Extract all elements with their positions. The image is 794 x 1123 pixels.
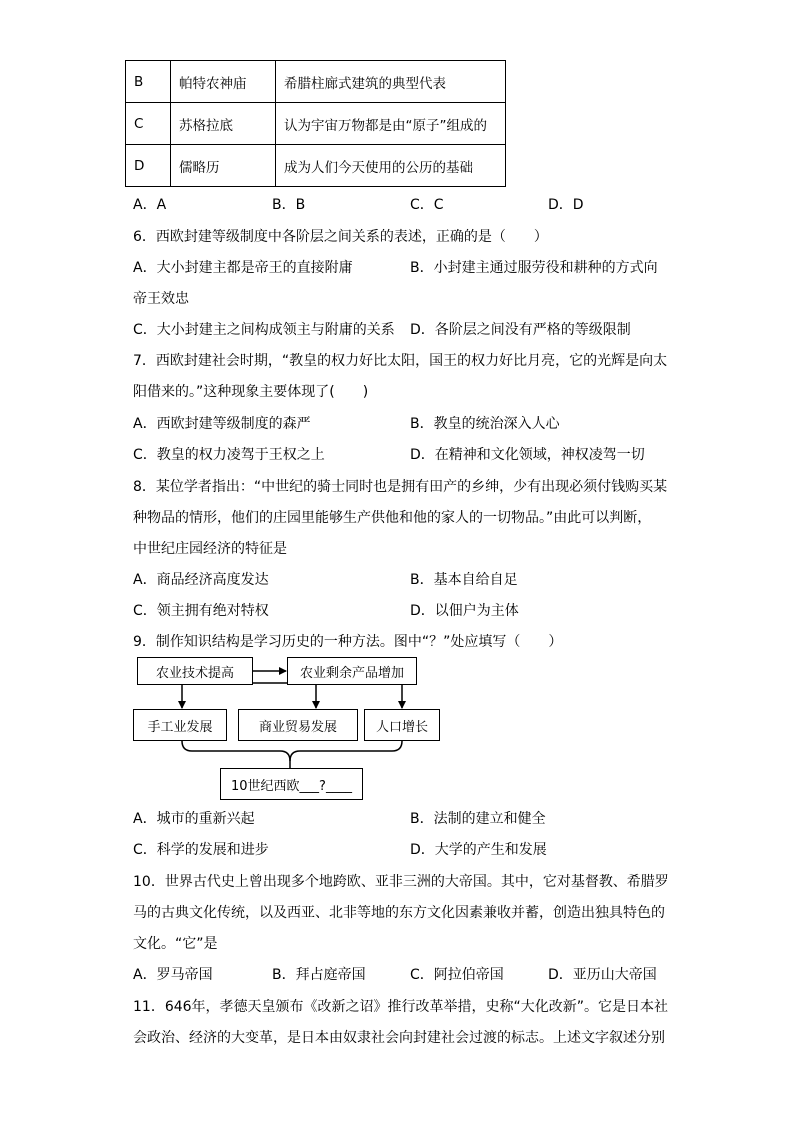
q10-option-a[interactable]: A．罗马帝国 [133, 967, 213, 983]
table-cell-desc: 成为人们今天使用的公历的基础 [276, 145, 506, 187]
brace-connector [182, 741, 402, 761]
q8-stem-line1: 8．某位学者指出：“中世纪的骑士同时也是拥有田产的乡绅，少有出现必须付钱购买某 [133, 479, 668, 495]
table-cell-letter: B [126, 61, 171, 103]
q9-option-b[interactable]: B．法制的建立和健全 [410, 811, 546, 827]
diagram-box-result: 10世纪西欧___?____ [220, 768, 363, 800]
q7-stem-line2: 阳借来的。”这种现象主要体现了( ) [133, 384, 369, 400]
q9-option-a[interactable]: A．城市的重新兴起 [133, 811, 255, 827]
diagram-box-commerce: 商业贸易发展 [238, 709, 358, 741]
q10-stem-line1: 10．世界古代史上曾出现多个地跨欧、亚非三洲的大帝国。其中，它对基督教、希腊罗 [133, 874, 669, 890]
q8-stem-line2: 种物品的情形，他们的庄园里能够生产供他和他的家人的一切物品。”由此可以判断， [133, 510, 652, 526]
q9-option-c[interactable]: C．科学的发展和进步 [133, 842, 269, 858]
table-cell-name: 儒略历 [171, 145, 276, 187]
q8-option-b[interactable]: B．基本自给自足 [410, 572, 518, 588]
q11-stem-line2: 会政治、经济的大变革，是日本由奴隶社会向封建社会过渡的标志。上述文字叙述分别 [133, 1030, 665, 1046]
table-cell-name: 帕特农神庙 [171, 61, 276, 103]
q10-option-d[interactable]: D．亚历山大帝国 [548, 967, 657, 983]
table-cell-name: 苏格拉底 [171, 103, 276, 145]
diagram-box-population: 人口增长 [364, 709, 440, 741]
q6-stem: 6．西欧封建等级制度中各阶层之间关系的表述，正确的是（ ） [133, 229, 548, 245]
q5-option-b[interactable]: B．B [272, 197, 306, 213]
diagram-box-agri-tech: 农业技术提高 [137, 657, 253, 685]
q7-option-b[interactable]: B．教皇的统治深入人心 [410, 416, 560, 432]
q6-option-c[interactable]: C．大小封建主之间构成领主与附庸的关系 [133, 322, 395, 338]
q10-option-b[interactable]: B．拜占庭帝国 [272, 967, 366, 983]
q8-stem-line3: 中世纪庄园经济的特征是 [133, 541, 287, 557]
q7-option-c[interactable]: C．教皇的权力凌驾于王权之上 [133, 447, 325, 463]
q5-option-c[interactable]: C．C [410, 197, 444, 213]
diagram-box-surplus: 农业剩余产品增加 [287, 657, 417, 685]
q6-option-b-cont[interactable]: 帝王效忠 [133, 291, 189, 307]
q7-stem-line1: 7．西欧封建社会时期，“教皇的权力好比太阳，国王的权力好比月亮，它的光辉是向太 [133, 353, 668, 369]
table-cell-letter: D [126, 145, 171, 187]
q5-option-d[interactable]: D．D [548, 197, 584, 213]
diagram-box-handicraft: 手工业发展 [133, 709, 227, 741]
q8-option-d[interactable]: D．以佃户为主体 [410, 603, 519, 619]
q8-option-c[interactable]: C．领主拥有绝对特权 [133, 603, 269, 619]
q11-stem-line1: 11．646年，孝德天皇颁布《改新之诏》推行改革举措，史称“大化改新”。它是日本社 [133, 999, 669, 1015]
q10-stem-line3: 文化。“它”是 [133, 936, 218, 952]
table-cell-letter: C [126, 103, 171, 145]
table-cell-desc: 希腊柱廊式建筑的典型代表 [276, 61, 506, 103]
table-cell-desc: 认为宇宙万物都是由“原子”组成的 [276, 103, 506, 145]
q9-option-d[interactable]: D．大学的产生和发展 [410, 842, 547, 858]
q10-stem-line2: 马的古典文化传统，以及西亚、北非等地的东方文化因素兼收并蓄，创造出独具特色的 [133, 905, 665, 921]
q8-option-a[interactable]: A．商品经济高度发达 [133, 572, 269, 588]
arrow-connector [182, 683, 288, 708]
q9-stem: 9．制作知识结构是学习历史的一种方法。图中“？”处应填写（ ） [133, 634, 563, 650]
q6-option-a[interactable]: A．大小封建主都是帝王的直接附庸 [133, 260, 353, 276]
q7-option-a[interactable]: A．西欧封建等级制度的森严 [133, 416, 311, 432]
q10-option-c[interactable]: C．阿拉伯帝国 [410, 967, 504, 983]
q6-option-d[interactable]: D．各阶层之间没有严格的等级限制 [410, 322, 631, 338]
q7-option-d[interactable]: D．在精神和文化领域，神权凌驾一切 [410, 447, 645, 463]
q6-option-b[interactable]: B．小封建主通过服劳役和耕种的方式向 [410, 260, 658, 276]
q5-option-a[interactable]: A．A [133, 197, 167, 213]
